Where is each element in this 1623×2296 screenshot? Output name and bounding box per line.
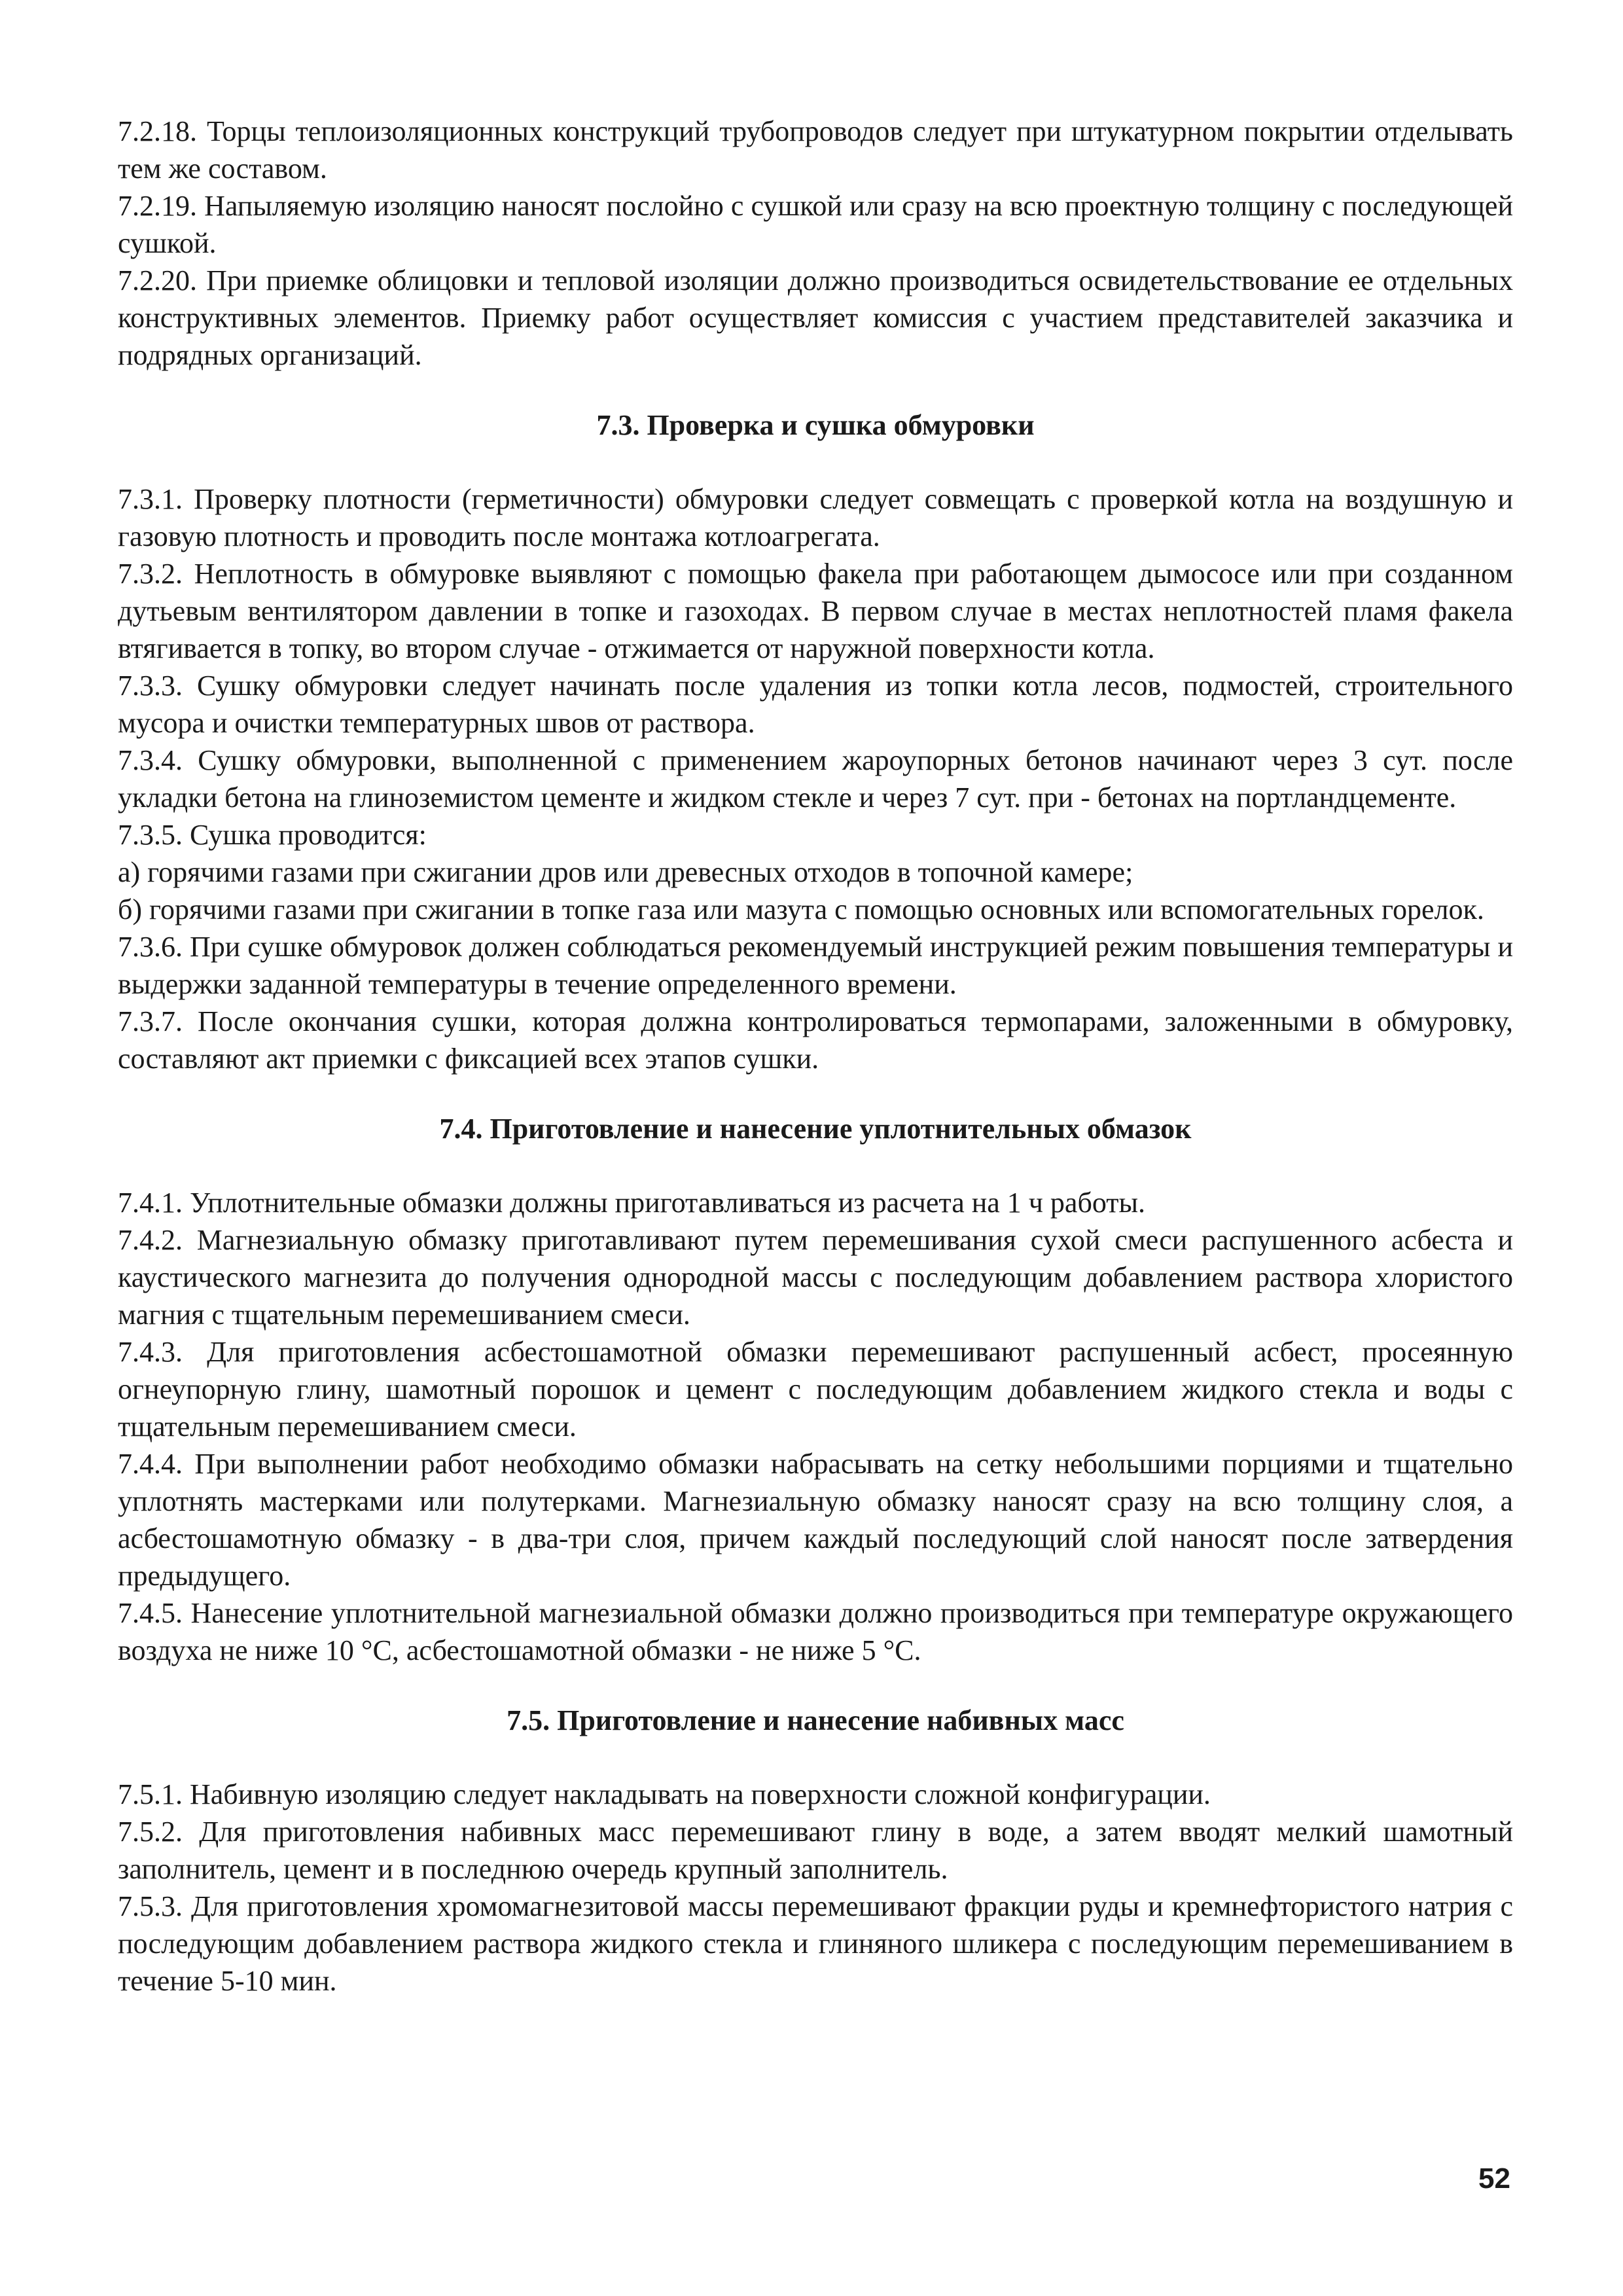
section-heading-7-5: 7.5. Приготовление и нанесение набивных масс [507,1704,1124,1736]
paragraph-7-3-1: 7.3.1. Проверку плотности (герметичности) обмуровки следует совмещать с проверкой котла на воздушную и газовую плотность и проводить после монтажа котлоагрегата. [118,483,1513,552]
paragraph-7-2-19: 7.2.19. Напыляемую изоляцию наносят послойно с сушкой или сразу на всю проектную толщину с последующей сушкой. [118,190,1513,259]
paragraph-7-4-5: 7.4.5. Нанесение уплотнительной магнезиальной обмазки должно производиться при температуре окружающего воздуха не ниже 10 °С, асбестошамотной обмазки - не ниже 5 °С. [118,1597,1513,1666]
page-number: 52 [1478,2162,1510,2195]
paragraph-7-5-2: 7.5.2. Для приготовления набивных масс перемешивают глину в воде, а затем вводят мелкий шамотный заполнитель, цемент и в последнюю очередь крупный заполнитель. [118,1816,1513,1885]
paragraph-7-3-2: 7.3.2. Неплотность в обмуровке выявляют с помощью факела при работающем дымососе или при созданном дутьевым вентилятором давлении в топке и газоходах. В первом случае в местах неплотностей пламя факела втягивается в топку, во втором случае - отжимается от наружной поверхности котла. [118,558,1513,664]
paragraph-7-3-3: 7.3.3. Сушку обмуровки следует начинать после удаления из топки котла лесов, подмостей, строительного мусора и очистки температурных швов от раствора. [118,670,1513,739]
paragraph-7-4-4: 7.4.4. При выполнении работ необходимо обмазки набрасывать на сетку небольшими порциями и тщательно уплотнять мастерками или полутерками. Магнезиальную обмазку наносят сразу на всю толщину слоя, а асбестошамотную обмазку - в два-три слоя, причем каждый последующий слой наносят после затвердения предыдущего. [118,1448,1513,1592]
list-item-7-3-5-a: а) горячими газами при сжигании дров или древесных отходов в топочной камере; [118,856,1133,888]
paragraph-7-3-5: 7.3.5. Сушка проводится: [118,819,427,851]
page-content [118,113,1513,2000]
paragraph-7-3-6: 7.3.6. При сушке обмуровок должен соблюдаться рекомендуемый инструкцией режим повышения температуры и выдержки заданной температуры в течение определенного времени. [118,931,1513,1000]
list-item-7-3-5-b: б) горячими газами при сжигании в топке газа или мазута с помощью основных или вспомогательных горелок. [118,893,1484,925]
paragraph-7-5-1: 7.5.1. Набивную изоляцию следует накладывать на поверхности сложной конфигурации. [118,1778,1211,1810]
section-heading-7-4: 7.4. Приготовление и нанесение уплотнительных обмазок [439,1113,1192,1145]
paragraph-7-4-1: 7.4.1. Уплотнительные обмазки должны приготавливаться из расчета на 1 ч работы. [118,1187,1146,1219]
paragraph-7-3-7: 7.3.7. После окончания сушки, которая должна контролироваться термопарами, заложенными в обмуровку, составляют акт приемки с фиксацией всех этапов сушки. [118,1005,1513,1075]
paragraph-7-2-18: 7.2.18. Торцы теплоизоляционных конструкций трубопроводов следует при штукатурном покрытии отделывать тем же составом. [118,115,1513,185]
paragraph-7-4-2: 7.4.2. Магнезиальную обмазку приготавливают путем перемешивания сухой смеси распушенного асбеста и каустического магнезита до получения однородной массы с последующим добавлением раствора хлористого магния с тщательным перемешиванием смеси. [118,1224,1513,1331]
paragraph-7-4-3: 7.4.3. Для приготовления асбестошамотной обмазки перемешивают распушенный асбест, просеянную огнеупорную глину, шамотный порошок и цемент с последующим добавлением жидкого стекла и воды с тщательным перемешиванием смеси. [118,1336,1513,1443]
paragraph-7-3-4: 7.3.4. Сушку обмуровки, выполненной с применением жароупорных бетонов начинают через 3 сут. после укладки бетона на глиноземистом цементе и жидком стекле и через 7 сут. при - бетонах на портландцементе. [118,744,1513,814]
paragraph-7-2-20: 7.2.20. При приемке облицовки и тепловой изоляции должно производиться освидетельствование ее отдельных конструктивных элементов. Приемку работ осуществляет комиссия с участием представителей заказчика и подрядных организаций. [118,264,1513,371]
section-heading-7-3: 7.3. Проверка и сушка обмуровки [596,409,1035,441]
paragraph-7-5-3: 7.5.3. Для приготовления хромомагнезитовой массы перемешивают фракции руды и кремнефтористого натрия с последующим добавлением раствора жидкого стекла и глиняного шликера с последующим перемешиванием в течение 5-10 мин. [118,1890,1513,1997]
